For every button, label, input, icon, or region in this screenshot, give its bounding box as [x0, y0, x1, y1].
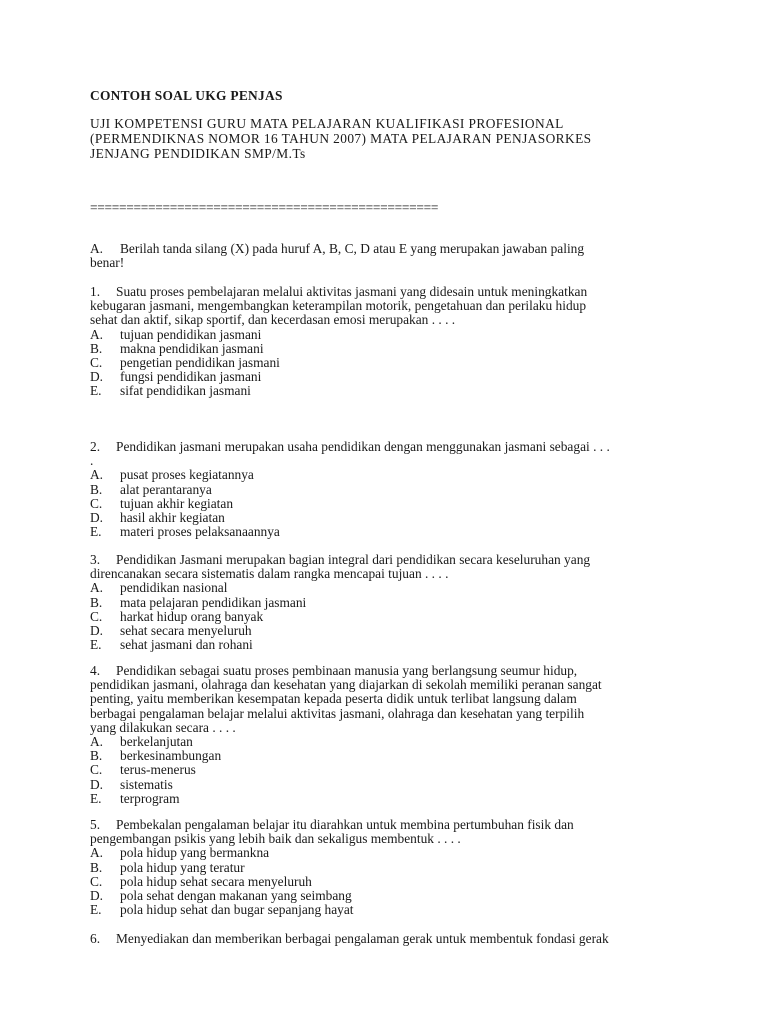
option-a[interactable] — [90, 735, 688, 749]
option-letter: E. — [90, 902, 102, 918]
question-number: 3. — [90, 552, 101, 567]
option-letter: A. — [90, 580, 104, 596]
question-text-line: Suatu proses pembelajaran melalui aktivitas jasmani yang didesain untuk meningkatkan — [116, 284, 588, 299]
option-letter: D. — [90, 510, 104, 526]
question-text-line: pengembangan psikis yang lebih baik dan sekaligus membentuk . . . . — [90, 831, 461, 847]
question-6 — [90, 932, 688, 946]
option-letter: D. — [90, 369, 104, 385]
question-number: 6. — [90, 931, 101, 946]
question-number: 4. — [90, 663, 101, 678]
option-letter: A. — [90, 734, 104, 750]
option-a[interactable] — [90, 328, 688, 342]
option-text: pola hidup yang teratur — [120, 859, 245, 875]
option-text: pola hidup sehat secara menyeluruh — [120, 873, 312, 889]
option-text: pusat proses kegiatannya — [120, 467, 254, 483]
option-letter: B. — [90, 594, 103, 610]
option-text: materi proses pelaksanaannya — [120, 524, 280, 540]
instruction-label: A. — [90, 241, 104, 256]
document-title: CONTOH SOAL UKG PENJAS — [90, 88, 283, 103]
option-letter: C. — [90, 608, 103, 624]
option-b[interactable] — [90, 483, 688, 497]
question-5 — [90, 818, 688, 917]
instruction-text-line: Berilah tanda silang (X) pada huruf A, B, C, D atau E yang merupakan jawaban paling — [120, 241, 585, 256]
subtitle-line: (PERMENDIKNAS NOMOR 16 TAHUN 2007) MATA PELAJARAN PENJASORKES — [90, 131, 592, 146]
option-letter: C. — [90, 355, 103, 371]
option-e[interactable] — [90, 525, 688, 539]
option-a[interactable] — [90, 581, 688, 595]
option-text: pengetian pendidikan jasmani — [120, 355, 280, 371]
question-text-line: Pendidikan Jasmani merupakan bagian integral dari pendidikan secara keseluruhan yang — [116, 552, 591, 567]
option-letter: A. — [90, 845, 104, 861]
option-text: tujuan akhir kegiatan — [120, 495, 234, 511]
option-b[interactable] — [90, 342, 688, 356]
separator-line: ================================================ — [90, 200, 439, 215]
option-text: pola hidup sehat dan bugar sepanjang hayat — [120, 902, 354, 918]
question-text-line: sehat dan aktif, sikap sportif, dan kecerdasan emosi merupakan . . . . — [90, 312, 456, 328]
option-a[interactable] — [90, 468, 688, 482]
option-text: berkelanjutan — [120, 734, 193, 750]
option-e[interactable] — [90, 792, 688, 806]
option-letter: B. — [90, 859, 103, 875]
option-b[interactable] — [90, 861, 688, 875]
option-text: fungsi pendidikan jasmani — [120, 369, 262, 385]
question-text-line: penting, yaitu memberikan kesempatan kepada peserta didik untuk terlibat langsung dalam — [90, 691, 577, 707]
option-text: sehat jasmani dan rohani — [120, 637, 253, 653]
question-text-line: Pembekalan pengalaman belajar itu diarahkan untuk membina pertumbuhan fisik dan — [116, 817, 574, 832]
option-text: harkat hidup orang banyak — [120, 608, 264, 624]
option-letter: E. — [90, 383, 102, 399]
option-d[interactable] — [90, 370, 688, 384]
option-a[interactable] — [90, 846, 688, 860]
option-e[interactable] — [90, 903, 688, 917]
option-letter: D. — [90, 776, 104, 792]
option-text: sifat pendidikan jasmani — [120, 383, 251, 399]
option-letter: E. — [90, 637, 102, 653]
option-text: terprogram — [120, 790, 180, 806]
option-letter: C. — [90, 762, 103, 778]
option-text: pendidikan nasional — [120, 580, 228, 596]
option-b[interactable] — [90, 596, 688, 610]
subtitle-line: JENJANG PENDIDIKAN SMP/M.Ts — [90, 146, 306, 161]
option-d[interactable] — [90, 511, 688, 525]
question-number: 2. — [90, 439, 101, 454]
question-text-line: Pendidikan sebagai suatu proses pembinaan manusia yang berlangsung seumur hidup, — [116, 663, 578, 678]
question-4 — [90, 664, 688, 806]
subtitle-line: UJI KOMPETENSI GURU MATA PELAJARAN KUALIFIKASI PROFESIONAL — [90, 116, 564, 131]
option-letter: E. — [90, 790, 102, 806]
option-text: tujuan pendidikan jasmani — [120, 326, 262, 342]
question-text-line: kebugaran jasmani, mengembangkan keterampilan motorik, pengetahuan dan perilaku hidup — [90, 298, 587, 314]
option-text: sehat secara menyeluruh — [120, 623, 252, 639]
option-text: berkesinambungan — [120, 748, 222, 764]
question-text-line: berbagai pengalaman belajar melalui aktivitas jasmani, olahraga dan kesehatan yang terpilih — [90, 705, 585, 721]
option-d[interactable] — [90, 889, 688, 903]
document-subtitle — [90, 116, 688, 161]
option-text: alat perantaranya — [120, 481, 212, 497]
question-text-line: pendidikan jasmani, olahraga dan kesehatan yang diajarkan di sekolah memiliki peranan sangat — [90, 677, 602, 693]
option-text: terus-menerus — [120, 762, 196, 778]
question-text-line: Menyediakan dan memberikan berbagai pengalaman gerak untuk membentuk fondasi gerak — [116, 931, 609, 946]
option-letter: C. — [90, 495, 103, 511]
question-3 — [90, 553, 688, 652]
question-2 — [90, 440, 688, 539]
question-1 — [90, 285, 688, 399]
option-letter: C. — [90, 873, 103, 889]
question-number: 1. — [90, 284, 101, 299]
option-c[interactable] — [90, 356, 688, 370]
option-letter: E. — [90, 524, 102, 540]
option-text: pola hidup yang bermankna — [120, 845, 270, 861]
option-letter: B. — [90, 748, 103, 764]
option-text: hasil akhir kegiatan — [120, 510, 225, 526]
option-e[interactable] — [90, 384, 688, 398]
option-letter: B. — [90, 481, 103, 497]
option-c[interactable] — [90, 875, 688, 889]
option-letter: A. — [90, 326, 104, 342]
option-letter: D. — [90, 623, 104, 639]
option-letter: D. — [90, 888, 104, 904]
question-number: 5. — [90, 817, 101, 832]
option-e[interactable] — [90, 638, 688, 652]
option-text: sistematis — [120, 776, 173, 792]
option-c[interactable] — [90, 763, 688, 777]
option-c[interactable] — [90, 610, 688, 624]
option-c[interactable] — [90, 497, 688, 511]
option-d[interactable] — [90, 624, 688, 638]
question-text-line: . — [90, 453, 94, 469]
option-letter: B. — [90, 340, 103, 356]
option-text: makna pendidikan jasmani — [120, 340, 264, 356]
option-text: mata pelajaran pendidikan jasmani — [120, 594, 307, 610]
instruction — [90, 242, 688, 270]
question-text-line: yang dilakukan secara . . . . — [90, 719, 236, 735]
question-text-line: direncanakan secara sistematis dalam rangka mencapai tujuan . . . . — [90, 566, 449, 582]
question-text-line: Pendidikan jasmani merupakan usaha pendidikan dengan menggunakan jasmani sebagai . . . — [116, 439, 610, 454]
option-letter: A. — [90, 467, 104, 483]
option-b[interactable] — [90, 749, 688, 763]
option-text: pola sehat dengan makanan yang seimbang — [120, 888, 352, 904]
instruction-text-line: benar! — [90, 255, 125, 271]
option-d[interactable] — [90, 778, 688, 792]
